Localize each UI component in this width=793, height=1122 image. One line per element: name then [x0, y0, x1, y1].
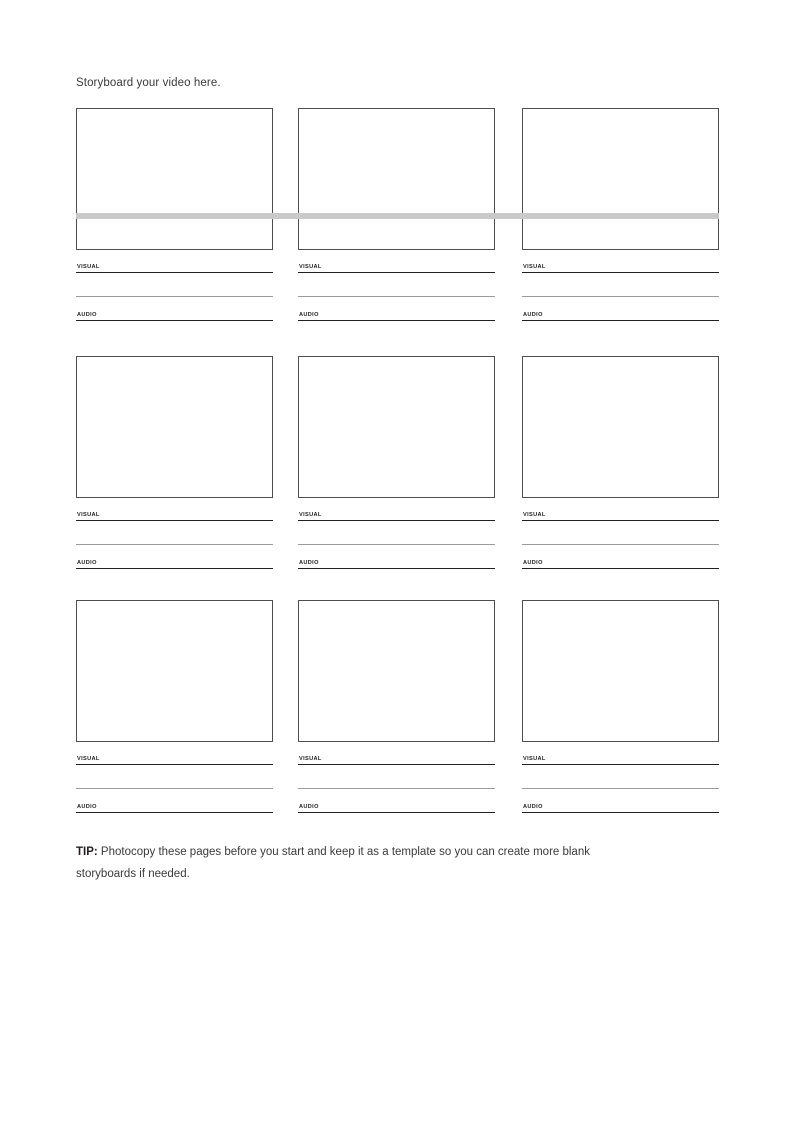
visual-label: VISUAL: [523, 512, 546, 518]
audio-write-space[interactable]: [522, 789, 719, 803]
audio-label: AUDIO: [523, 804, 543, 810]
storyboard-frame[interactable]: [298, 600, 495, 742]
tip-note: [76, 841, 636, 885]
audio-label: AUDIO: [77, 560, 97, 566]
audio-write-line[interactable]: [298, 320, 495, 321]
storyboard-cell: [522, 600, 719, 813]
visual-label: VISUAL: [523, 264, 546, 270]
storyboard-cell: [522, 356, 719, 569]
audio-write-line[interactable]: [298, 812, 495, 813]
visual-write-space[interactable]: [522, 765, 719, 787]
visual-write-space[interactable]: [522, 273, 719, 295]
storyboard-notes: [76, 755, 273, 813]
visual-label: VISUAL: [299, 756, 322, 762]
storyboard-notes: [522, 755, 719, 813]
visual-label: VISUAL: [299, 264, 322, 270]
audio-write-space[interactable]: [522, 297, 719, 311]
audio-write-space[interactable]: [76, 545, 273, 559]
storyboard-frame[interactable]: [522, 356, 719, 498]
audio-write-space[interactable]: [522, 545, 719, 559]
visual-write-space[interactable]: [522, 521, 719, 543]
storyboard-notes: [298, 511, 495, 569]
visual-write-space[interactable]: [298, 273, 495, 295]
storyboard-frame[interactable]: [522, 108, 719, 250]
audio-label: AUDIO: [523, 312, 543, 318]
visual-write-space[interactable]: [298, 765, 495, 787]
storyboard-frame[interactable]: [76, 108, 273, 250]
visual-write-space[interactable]: [76, 273, 273, 295]
audio-label: AUDIO: [299, 312, 319, 318]
storyboard-cell: [76, 356, 273, 569]
audio-write-space[interactable]: [298, 297, 495, 311]
audio-label: AUDIO: [299, 804, 319, 810]
storyboard-frame[interactable]: [76, 356, 273, 498]
audio-write-line[interactable]: [522, 568, 719, 569]
audio-write-line[interactable]: [522, 320, 719, 321]
page-title: Storyboard your video here.: [76, 77, 221, 89]
storyboard-notes: [76, 263, 273, 321]
visual-label: VISUAL: [523, 756, 546, 762]
audio-write-space[interactable]: [298, 789, 495, 803]
visual-label: VISUAL: [77, 264, 100, 270]
visual-label: VISUAL: [299, 512, 322, 518]
tip-prefix: TIP:: [76, 846, 98, 858]
scan-band-artifact: [76, 213, 719, 219]
audio-write-line[interactable]: [522, 812, 719, 813]
audio-write-line[interactable]: [76, 320, 273, 321]
storyboard-cell: [76, 600, 273, 813]
audio-label: AUDIO: [299, 560, 319, 566]
audio-write-space[interactable]: [76, 297, 273, 311]
visual-write-space[interactable]: [76, 521, 273, 543]
storyboard-notes: [76, 511, 273, 569]
storyboard-notes: [522, 511, 719, 569]
storyboard-frame[interactable]: [298, 108, 495, 250]
storyboard-frame[interactable]: [298, 356, 495, 498]
audio-write-space[interactable]: [76, 789, 273, 803]
audio-label: AUDIO: [523, 560, 543, 566]
storyboard-cell: [298, 600, 495, 813]
storyboard-cell: [298, 356, 495, 569]
audio-label: AUDIO: [77, 804, 97, 810]
storyboard-frame[interactable]: [76, 600, 273, 742]
audio-label: AUDIO: [77, 312, 97, 318]
storyboard-notes: [522, 263, 719, 321]
visual-write-space[interactable]: [298, 521, 495, 543]
visual-label: VISUAL: [77, 512, 100, 518]
storyboard-frame[interactable]: [522, 600, 719, 742]
storyboard-notes: [298, 755, 495, 813]
audio-write-line[interactable]: [298, 568, 495, 569]
audio-write-line[interactable]: [76, 812, 273, 813]
storyboard-notes: [298, 263, 495, 321]
audio-write-space[interactable]: [298, 545, 495, 559]
visual-write-space[interactable]: [76, 765, 273, 787]
tip-body: Photocopy these pages before you start and keep it as a template so you can create more blank storyboards if needed.: [76, 846, 590, 880]
audio-write-line[interactable]: [76, 568, 273, 569]
visual-label: VISUAL: [77, 756, 100, 762]
